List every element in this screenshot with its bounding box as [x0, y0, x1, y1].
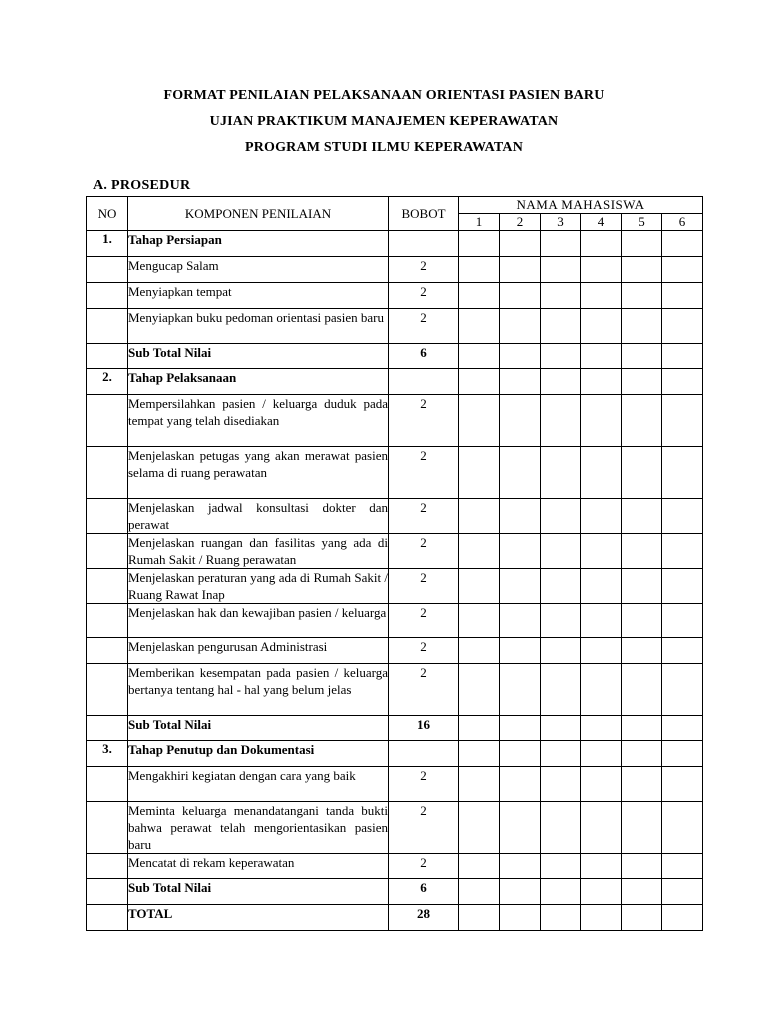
score-cell-student-6[interactable]	[662, 257, 703, 283]
score-cell-student-4[interactable]	[581, 447, 622, 499]
score-cell-student-4[interactable]	[581, 905, 622, 931]
score-cell-student-1[interactable]	[459, 716, 500, 741]
score-cell-student-4[interactable]	[581, 854, 622, 879]
score-cell-student-1[interactable]	[459, 499, 500, 534]
table-row	[87, 767, 703, 802]
score-cell-student-1[interactable]	[459, 369, 500, 395]
subtotal-label: Sub Total Nilai	[128, 879, 389, 905]
bobot-value: 2	[389, 638, 459, 664]
score-cell-student-3[interactable]	[541, 569, 581, 604]
score-cell-student-1[interactable]	[459, 604, 500, 638]
score-cell-student-2[interactable]	[500, 499, 541, 534]
score-cell-student-5[interactable]	[622, 802, 662, 854]
score-cell-student-3[interactable]	[541, 664, 581, 716]
table-row	[87, 534, 703, 569]
score-cell-student-2[interactable]	[500, 802, 541, 854]
bobot-value: 28	[389, 905, 459, 931]
score-cell-student-5[interactable]	[622, 767, 662, 802]
score-cell-student-3[interactable]	[541, 283, 581, 309]
score-cell-student-1[interactable]	[459, 664, 500, 716]
score-cell-student-5[interactable]	[622, 716, 662, 741]
score-cell-student-3[interactable]	[541, 257, 581, 283]
score-cell-student-2[interactable]	[500, 854, 541, 879]
bobot-value: 2	[389, 309, 459, 344]
bobot-value: 2	[389, 395, 459, 447]
score-cell-student-5[interactable]	[622, 905, 662, 931]
score-cell-student-6[interactable]	[662, 395, 703, 447]
table-row	[87, 447, 703, 499]
row-number	[87, 854, 128, 879]
row-number	[87, 664, 128, 716]
bobot-value: 2	[389, 534, 459, 569]
score-cell-student-4[interactable]	[581, 534, 622, 569]
score-cell-student-1[interactable]	[459, 231, 500, 257]
score-cell-student-2[interactable]	[500, 447, 541, 499]
score-cell-student-1[interactable]	[459, 309, 500, 344]
score-cell-student-1[interactable]	[459, 344, 500, 369]
score-cell-student-4[interactable]	[581, 231, 622, 257]
table-row	[87, 905, 703, 931]
table-row	[87, 879, 703, 905]
score-cell-student-2[interactable]	[500, 309, 541, 344]
score-cell-student-1[interactable]	[459, 879, 500, 905]
header-komponen: KOMPONEN PENILAIAN	[128, 197, 389, 231]
score-cell-student-2[interactable]	[500, 283, 541, 309]
score-cell-student-4[interactable]	[581, 604, 622, 638]
score-cell-student-5[interactable]	[622, 344, 662, 369]
header-bobot: BOBOT	[389, 197, 459, 231]
component-text: Mempersilahkan pasien / keluarga duduk pada tempat yang telah disediakan	[128, 395, 389, 447]
score-cell-student-4[interactable]	[581, 741, 622, 767]
score-cell-student-3[interactable]	[541, 534, 581, 569]
score-cell-student-2[interactable]	[500, 716, 541, 741]
bobot-value: 2	[389, 499, 459, 534]
row-number	[87, 604, 128, 638]
score-cell-student-3[interactable]	[541, 741, 581, 767]
row-number	[87, 309, 128, 344]
table-row	[87, 716, 703, 741]
score-cell-student-1[interactable]	[459, 802, 500, 854]
score-cell-student-6[interactable]	[662, 569, 703, 604]
score-cell-student-5[interactable]	[622, 604, 662, 638]
bobot-value: 6	[389, 344, 459, 369]
score-cell-student-1[interactable]	[459, 395, 500, 447]
score-cell-student-6[interactable]	[662, 499, 703, 534]
row-number	[87, 257, 128, 283]
score-cell-student-1[interactable]	[459, 905, 500, 931]
row-number	[87, 879, 128, 905]
bobot-value: 16	[389, 716, 459, 741]
score-cell-student-5[interactable]	[622, 257, 662, 283]
score-cell-student-5[interactable]	[622, 369, 662, 395]
table-row	[87, 604, 703, 638]
bobot-value: 2	[389, 664, 459, 716]
score-cell-student-5[interactable]	[622, 534, 662, 569]
score-cell-student-6[interactable]	[662, 638, 703, 664]
score-cell-student-1[interactable]	[459, 257, 500, 283]
score-cell-student-2[interactable]	[500, 569, 541, 604]
score-cell-student-2[interactable]	[500, 369, 541, 395]
score-cell-student-3[interactable]	[541, 879, 581, 905]
score-cell-student-4[interactable]	[581, 802, 622, 854]
document-subtitle: UJIAN PRAKTIKUM MANAJEMEN KEPERAWATAN	[209, 114, 559, 129]
component-text: Mengucap Salam	[128, 257, 389, 283]
bobot-value	[389, 369, 459, 395]
document-title-block	[0, 86, 768, 164]
score-cell-student-5[interactable]	[622, 499, 662, 534]
score-cell-student-1[interactable]	[459, 534, 500, 569]
score-cell-student-5[interactable]	[622, 395, 662, 447]
header-nama-mahasiswa: NAMA MAHASISWA	[459, 197, 703, 214]
component-text: Mencatat di rekam keperawatan	[128, 854, 389, 879]
score-cell-student-5[interactable]	[622, 854, 662, 879]
row-number	[87, 499, 128, 534]
score-cell-student-2[interactable]	[500, 604, 541, 638]
document-program: PROGRAM STUDI ILMU KEPERAWATAN	[244, 140, 524, 155]
student-column-5: 5	[622, 214, 662, 231]
table-row	[87, 283, 703, 309]
table-row	[87, 569, 703, 604]
component-text: Menjelaskan jadwal konsultasi dokter dan perawat	[128, 500, 388, 532]
row-number	[87, 344, 128, 369]
score-cell-student-4[interactable]	[581, 309, 622, 344]
stage-title: Tahap Persiapan	[128, 231, 389, 257]
student-column-3: 3	[541, 214, 581, 231]
score-cell-student-1[interactable]	[459, 569, 500, 604]
score-cell-student-3[interactable]	[541, 231, 581, 257]
score-cell-student-1[interactable]	[459, 767, 500, 802]
component-text: Menjelaskan hak dan kewajiban pasien / keluarga	[128, 604, 389, 638]
score-cell-student-6[interactable]	[662, 854, 703, 879]
score-cell-student-2[interactable]	[500, 767, 541, 802]
bobot-value: 2	[389, 257, 459, 283]
score-cell-student-1[interactable]	[459, 447, 500, 499]
component-text: Menjelaskan ruangan dan fasilitas yang ada di Rumah Sakit / Ruang perawatan	[128, 535, 388, 567]
score-cell-student-2[interactable]	[500, 638, 541, 664]
score-cell-student-6[interactable]	[662, 905, 703, 931]
component-text: Mengakhiri kegiatan dengan cara yang baik	[128, 767, 389, 802]
bobot-value	[389, 231, 459, 257]
score-cell-student-4[interactable]	[581, 283, 622, 309]
table-row	[87, 741, 703, 767]
bobot-value: 2	[389, 569, 459, 604]
total-label: TOTAL	[128, 905, 389, 931]
score-cell-student-4[interactable]	[581, 569, 622, 604]
score-cell-student-3[interactable]	[541, 344, 581, 369]
score-cell-student-3[interactable]	[541, 802, 581, 854]
score-cell-student-6[interactable]	[662, 369, 703, 395]
bobot-value	[389, 741, 459, 767]
row-number	[87, 767, 128, 802]
row-number	[87, 638, 128, 664]
table-row	[87, 854, 703, 879]
row-number	[87, 534, 128, 569]
table-row	[87, 309, 703, 344]
component-text: Menjelaskan pengurusan Administrasi	[128, 638, 389, 664]
score-cell-student-2[interactable]	[500, 741, 541, 767]
score-cell-student-2[interactable]	[500, 534, 541, 569]
score-cell-student-2[interactable]	[500, 231, 541, 257]
score-cell-student-6[interactable]	[662, 447, 703, 499]
score-cell-student-5[interactable]	[622, 231, 662, 257]
row-number: 1.	[87, 231, 128, 257]
score-cell-student-3[interactable]	[541, 604, 581, 638]
table-row	[87, 802, 703, 854]
table-row	[87, 369, 703, 395]
score-cell-student-3[interactable]	[541, 369, 581, 395]
row-number	[87, 802, 128, 854]
bobot-value: 2	[389, 604, 459, 638]
score-cell-student-4[interactable]	[581, 664, 622, 716]
score-cell-student-5[interactable]	[622, 741, 662, 767]
component-text: Menjelaskan peraturan yang ada di Rumah Sakit / Ruang Rawat Inap	[128, 570, 388, 602]
score-cell-student-3[interactable]	[541, 447, 581, 499]
component-text: Memberikan kesempatan pada pasien / keluarga bertanya tentang hal - hal yang belum jelas	[128, 664, 389, 716]
bobot-value: 2	[389, 767, 459, 802]
score-cell-student-4[interactable]	[581, 499, 622, 534]
bobot-value: 2	[389, 854, 459, 879]
score-cell-student-4[interactable]	[581, 395, 622, 447]
score-cell-student-2[interactable]	[500, 395, 541, 447]
score-cell-student-6[interactable]	[662, 879, 703, 905]
component-text: Meminta keluarga menandatangani tanda bukti bahwa perawat telah mengorientasikan pasien baru	[128, 803, 388, 852]
table-row	[87, 344, 703, 369]
table-row	[87, 395, 703, 447]
score-cell-student-2[interactable]	[500, 664, 541, 716]
assessment-table	[86, 196, 703, 931]
stage-title: Tahap Pelaksanaan	[128, 369, 389, 395]
score-cell-student-5[interactable]	[622, 283, 662, 309]
table-row	[87, 664, 703, 716]
score-cell-student-2[interactable]	[500, 905, 541, 931]
score-cell-student-2[interactable]	[500, 257, 541, 283]
score-cell-student-3[interactable]	[541, 309, 581, 344]
score-cell-student-6[interactable]	[662, 309, 703, 344]
score-cell-student-4[interactable]	[581, 344, 622, 369]
section-label: A. PROSEDUR	[93, 178, 191, 193]
row-number: 3.	[87, 741, 128, 767]
score-cell-student-6[interactable]	[662, 664, 703, 716]
score-cell-student-6[interactable]	[662, 283, 703, 309]
document-title: FORMAT PENILAIAN PELAKSANAAN ORIENTASI PASIEN BARU	[163, 88, 605, 103]
score-cell-student-3[interactable]	[541, 854, 581, 879]
score-cell-student-6[interactable]	[662, 767, 703, 802]
row-number	[87, 395, 128, 447]
bobot-value: 2	[389, 283, 459, 309]
student-column-2: 2	[500, 214, 541, 231]
score-cell-student-4[interactable]	[581, 716, 622, 741]
score-cell-student-3[interactable]	[541, 395, 581, 447]
score-cell-student-3[interactable]	[541, 499, 581, 534]
score-cell-student-6[interactable]	[662, 802, 703, 854]
score-cell-student-6[interactable]	[662, 534, 703, 569]
bobot-value: 6	[389, 879, 459, 905]
bobot-value: 2	[389, 802, 459, 854]
score-cell-student-1[interactable]	[459, 741, 500, 767]
row-number: 2.	[87, 369, 128, 395]
header-no: NO	[87, 197, 128, 231]
subtotal-label: Sub Total Nilai	[128, 716, 389, 741]
score-cell-student-4[interactable]	[581, 369, 622, 395]
score-cell-student-4[interactable]	[581, 257, 622, 283]
component-text: Menjelaskan petugas yang akan merawat pasien selama di ruang perawatan	[128, 447, 389, 499]
score-cell-student-6[interactable]	[662, 741, 703, 767]
table-row	[87, 257, 703, 283]
row-number	[87, 716, 128, 741]
component-text: Menyiapkan tempat	[128, 283, 389, 309]
table-row	[87, 499, 703, 534]
score-cell-student-4[interactable]	[581, 879, 622, 905]
score-cell-student-1[interactable]	[459, 283, 500, 309]
row-number	[87, 283, 128, 309]
score-cell-student-4[interactable]	[581, 638, 622, 664]
score-cell-student-6[interactable]	[662, 231, 703, 257]
score-cell-student-5[interactable]	[622, 879, 662, 905]
score-cell-student-1[interactable]	[459, 854, 500, 879]
student-column-4: 4	[581, 214, 622, 231]
score-cell-student-5[interactable]	[622, 664, 662, 716]
row-number	[87, 447, 128, 499]
student-column-6: 6	[662, 214, 703, 231]
score-cell-student-3[interactable]	[541, 638, 581, 664]
score-cell-student-1[interactable]	[459, 638, 500, 664]
score-cell-student-2[interactable]	[500, 879, 541, 905]
score-cell-student-5[interactable]	[622, 447, 662, 499]
row-number	[87, 905, 128, 931]
table-row	[87, 231, 703, 257]
score-cell-student-6[interactable]	[662, 344, 703, 369]
subtotal-label: Sub Total Nilai	[128, 344, 389, 369]
table-row	[87, 638, 703, 664]
score-cell-student-5[interactable]	[622, 638, 662, 664]
score-cell-student-3[interactable]	[541, 767, 581, 802]
score-cell-student-3[interactable]	[541, 905, 581, 931]
bobot-value: 2	[389, 447, 459, 499]
student-column-1: 1	[459, 214, 500, 231]
score-cell-student-5[interactable]	[622, 569, 662, 604]
score-cell-student-5[interactable]	[622, 309, 662, 344]
score-cell-student-3[interactable]	[541, 716, 581, 741]
score-cell-student-4[interactable]	[581, 767, 622, 802]
score-cell-student-6[interactable]	[662, 604, 703, 638]
component-text: Menyiapkan buku pedoman orientasi pasien baru	[128, 309, 389, 344]
stage-title: Tahap Penutup dan Dokumentasi	[128, 741, 389, 767]
row-number	[87, 569, 128, 604]
score-cell-student-6[interactable]	[662, 716, 703, 741]
score-cell-student-2[interactable]	[500, 344, 541, 369]
